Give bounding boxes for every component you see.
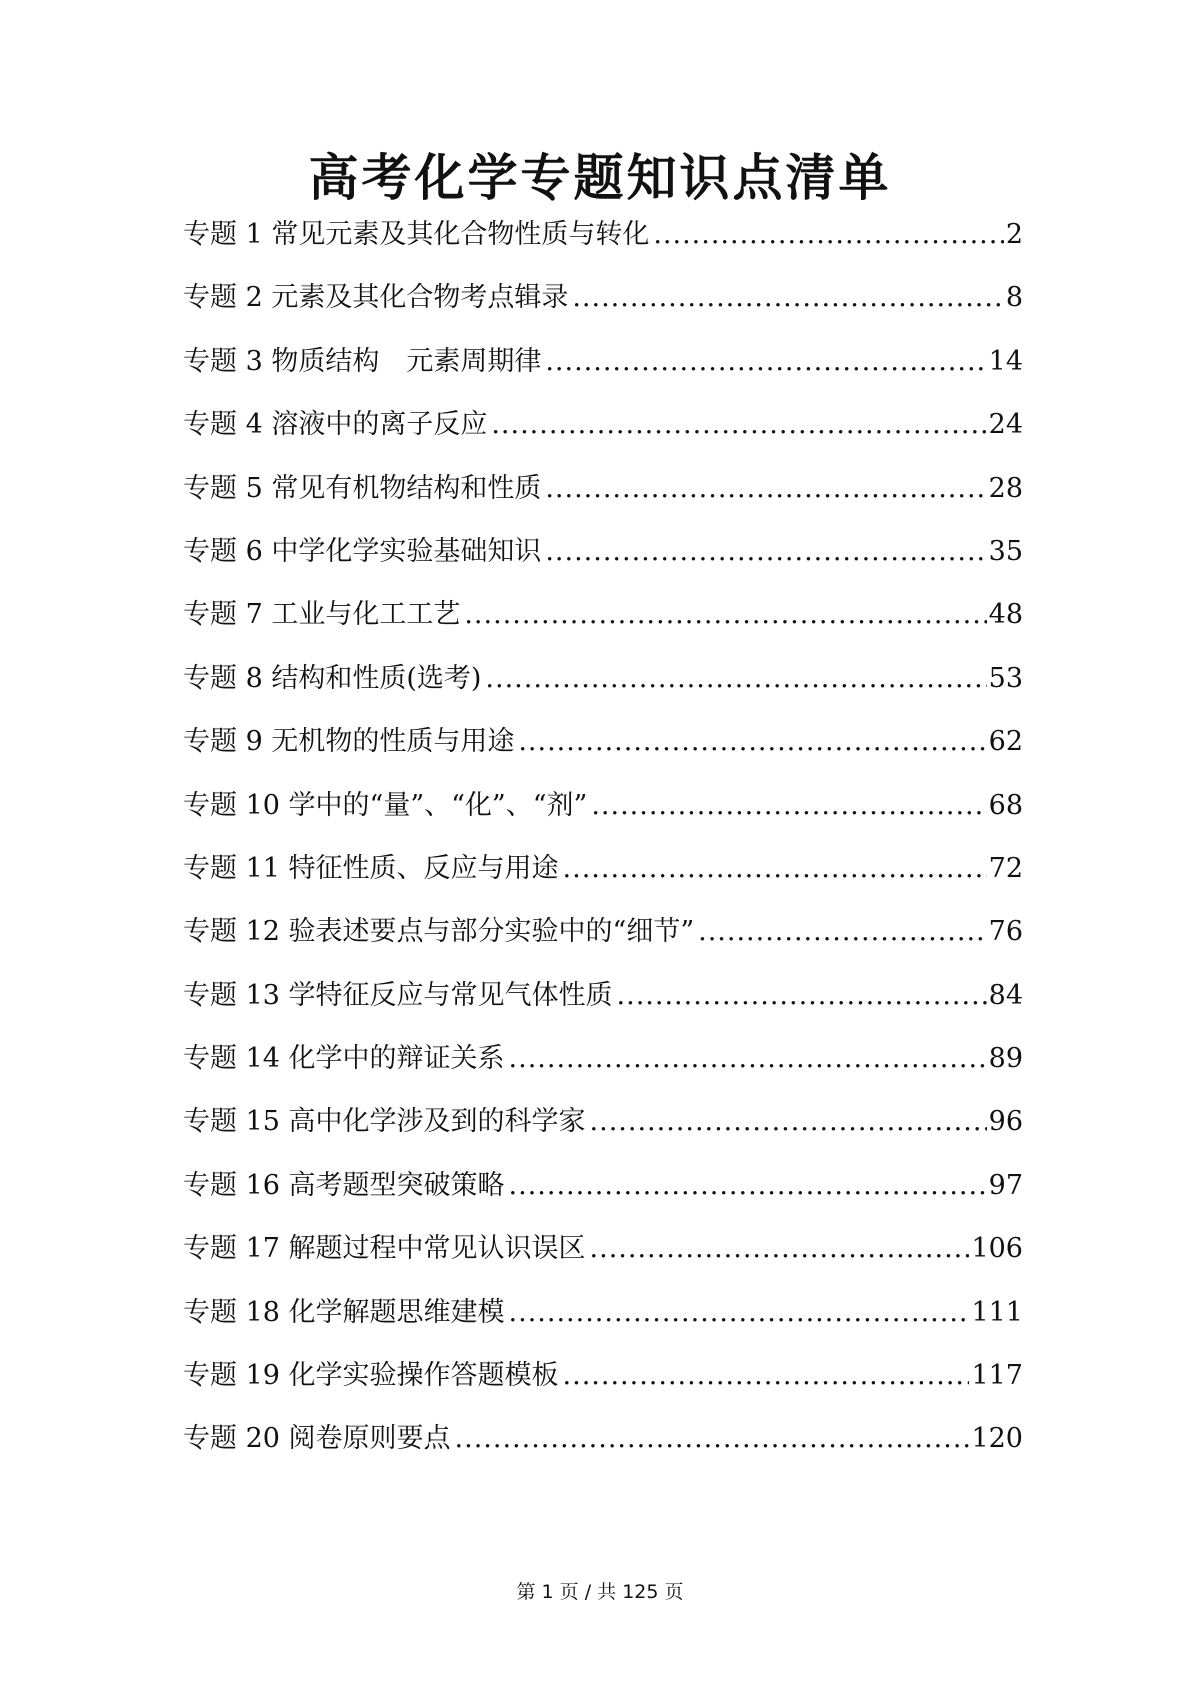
toc-entry-4[interactable] (183, 405, 1023, 468)
toc-entry-label: 专题 5 常见有机物结构和性质 (183, 472, 542, 504)
toc-dot-leader (590, 1229, 970, 1269)
toc-entry-2[interactable] (183, 278, 1023, 341)
toc-entry-page-number: 120 (971, 1423, 1023, 1455)
toc-dot-leader (591, 786, 986, 826)
document-title: 高考化学专题知识点清单 (308, 148, 892, 207)
table-of-contents (183, 215, 1023, 1483)
toc-dot-leader (509, 1166, 987, 1206)
toc-entry-15[interactable] (183, 1102, 1023, 1165)
toc-entry-page-number: 97 (988, 1169, 1023, 1201)
toc-entry-page-number: 62 (988, 726, 1023, 758)
toc-entry-page-number: 24 (988, 409, 1023, 441)
toc-entry-page-number: 28 (988, 472, 1023, 504)
toc-entry-label: 专题 15 高中化学涉及到的科学家 (183, 1106, 586, 1138)
toc-entry-page-number: 53 (988, 662, 1023, 694)
toc-entry-label: 专题 20 阅卷原则要点 (183, 1423, 451, 1455)
toc-entry-label: 专题 4 溶液中的离子反应 (183, 409, 488, 441)
toc-entry-label: 专题 2 元素及其化合物考点辑录 (183, 282, 569, 314)
toc-dot-leader (653, 215, 1003, 255)
toc-entry-20[interactable] (183, 1419, 1023, 1482)
page-footer-indicator: 第 1 页 / 共 125 页 (516, 1581, 684, 1603)
toc-dot-leader (491, 405, 986, 445)
toc-entry-label: 专题 17 解题过程中常见认识误区 (183, 1233, 586, 1265)
toc-entry-label: 专题 16 高考题型突破策略 (183, 1169, 505, 1201)
toc-dot-leader (509, 1293, 970, 1333)
toc-entry-7[interactable] (183, 595, 1023, 658)
toc-dot-leader (455, 1419, 970, 1459)
toc-entry-5[interactable] (183, 469, 1023, 532)
toc-dot-leader (545, 532, 986, 572)
toc-entry-page-number: 35 (988, 535, 1023, 567)
toc-entry-12[interactable] (183, 912, 1023, 975)
toc-entry-17[interactable] (183, 1229, 1023, 1292)
toc-dot-leader (698, 912, 987, 952)
toc-entry-label: 专题 19 化学实验操作答题模板 (183, 1360, 559, 1392)
toc-entry-page-number: 89 (988, 1043, 1023, 1075)
toc-entry-3[interactable] (183, 342, 1023, 405)
toc-dot-leader (563, 849, 987, 889)
toc-dot-leader (509, 1039, 987, 1079)
toc-dot-leader (545, 342, 986, 382)
toc-entry-6[interactable] (183, 532, 1023, 595)
toc-entry-page-number: 72 (988, 852, 1023, 884)
toc-entry-page-number: 111 (971, 1296, 1023, 1328)
toc-entry-page-number: 76 (988, 916, 1023, 948)
toc-entry-label: 专题 13 学特征反应与常见气体性质 (183, 979, 613, 1011)
toc-entry-page-number: 96 (988, 1106, 1023, 1138)
toc-entry-11[interactable] (183, 849, 1023, 912)
toc-entry-10[interactable] (183, 786, 1023, 849)
toc-entry-label: 专题 12 验表述要点与部分实验中的“细节” (183, 916, 695, 948)
toc-dot-leader (572, 278, 1003, 318)
toc-entry-page-number: 84 (988, 979, 1023, 1011)
toc-entry-label: 专题 10 学中的“量”、“化”、“剂” (183, 789, 588, 821)
toc-entry-19[interactable] (183, 1356, 1023, 1419)
toc-entry-1[interactable] (183, 215, 1023, 278)
toc-entry-label: 专题 18 化学解题思维建模 (183, 1296, 505, 1328)
toc-entry-14[interactable] (183, 1039, 1023, 1102)
toc-dot-leader (545, 469, 986, 509)
toc-entry-page-number: 48 (988, 599, 1023, 631)
toc-entry-16[interactable] (183, 1166, 1023, 1229)
toc-dot-leader (464, 595, 986, 635)
toc-entry-label: 专题 7 工业与化工工艺 (183, 599, 461, 631)
toc-entry-18[interactable] (183, 1293, 1023, 1356)
toc-entry-page-number: 14 (988, 345, 1023, 377)
toc-entry-13[interactable] (183, 976, 1023, 1039)
toc-entry-page-number: 106 (971, 1233, 1023, 1265)
toc-entry-8[interactable] (183, 659, 1023, 722)
toc-entry-label: 专题 11 特征性质、反应与用途 (183, 852, 559, 884)
toc-entry-label: 专题 14 化学中的辩证关系 (183, 1043, 505, 1075)
toc-entry-label: 专题 8 结构和性质(选考) (183, 662, 482, 694)
toc-entry-label: 专题 3 物质结构 元素周期律 (183, 345, 542, 377)
toc-entry-page-number: 2 (1005, 219, 1023, 250)
toc-dot-leader (590, 1102, 987, 1142)
toc-entry-page-number: 117 (971, 1360, 1023, 1392)
toc-dot-leader (485, 659, 986, 699)
toc-entry-label: 专题 9 无机物的性质与用途 (183, 726, 515, 758)
toc-entry-9[interactable] (183, 722, 1023, 785)
toc-entry-label: 专题 1 常见元素及其化合物性质与转化 (183, 219, 650, 250)
toc-dot-leader (563, 1356, 970, 1396)
toc-entry-page-number: 68 (988, 789, 1023, 821)
toc-entry-page-number: 8 (1005, 282, 1023, 314)
toc-entry-label: 专题 6 中学化学实验基础知识 (183, 535, 542, 567)
toc-dot-leader (518, 722, 986, 762)
toc-dot-leader (617, 976, 987, 1016)
